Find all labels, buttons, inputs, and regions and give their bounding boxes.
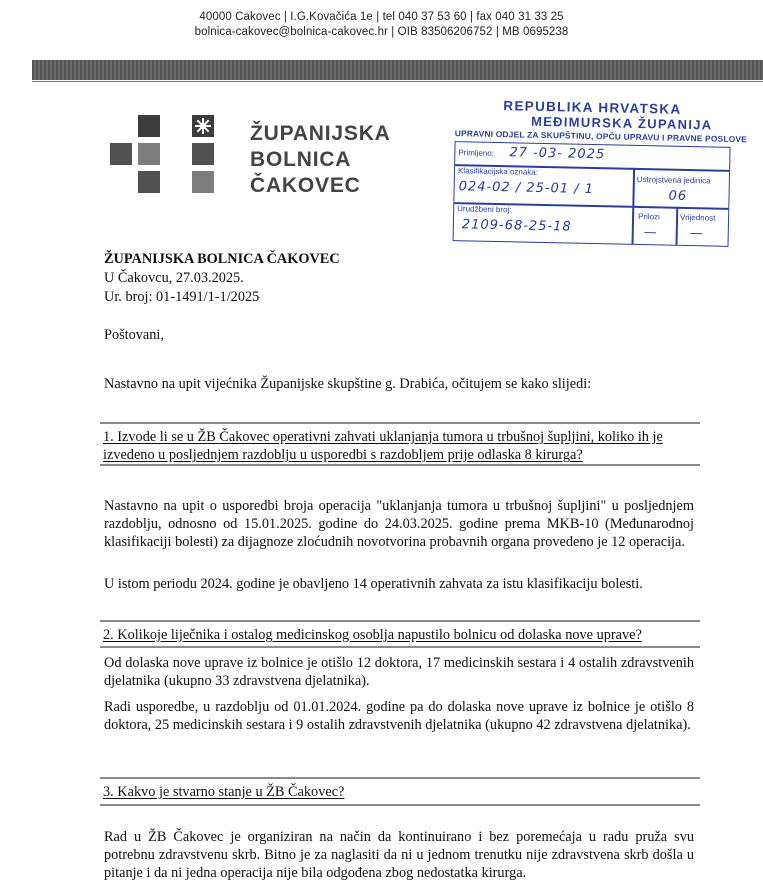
contact-address-line: 40000 Cakovec | I.G.Kovačića 1e | tel 040 37 53 60 | fax 040 31 33 25: [199, 11, 564, 23]
stamp-country: REPUBLIKA HRVATSKA: [503, 98, 682, 117]
stamp-county: MEĐIMURSKA ŽUPANIJA: [530, 113, 713, 133]
contact-email-line: bolnica-cakovec@bolnica-cakovec.hr | OIB 83506206752 | MB 0695238: [194, 26, 569, 38]
logo-line-2: BOLNICA: [250, 148, 352, 171]
stamp-attach-value: —: [643, 225, 658, 241]
question-2: 2. Kolikoje liječnika i ostalog medicinskog osoblja napustilo bolnicu od dolaska nove uprave?: [103, 627, 642, 643]
answer-3-paragraph-1: Rad u ŽB Čakovec je organiziran na način da kontinuirano i bez poremećaja u radu pruža svu potrebnu zdravstvenu skrb. Bitno je za naglasiti da ni u jednom trenutku nije zdravstvena skrb došla u pitanje i da ni jedna operacija nije bila odgođena zbog nedostatka kirurga.: [104, 829, 694, 881]
stamp-reg-label: Urudžbeni broj:: [457, 204, 512, 215]
stamp-received-label: Primljeno:: [458, 148, 495, 158]
stamp-value-label: Vrijednost: [679, 212, 716, 223]
question-2-rule-bottom: [100, 646, 700, 648]
answer-2-paragraph-1: Od dolaska nove uprave iz bolnice je otišlo 12 doktora, 17 medicinskih sestara i 4 ostalih zdravstvenih djelatnika (ukupno 33 zdravstvena djelatnika).: [104, 655, 694, 689]
stamp-table: [453, 141, 731, 247]
question-3: 3. Kakvo je stvarno stanje u ŽB Čakovec?: [103, 784, 345, 800]
logo-line-3: ČAKOVEC: [250, 174, 361, 197]
letterhead-contact: [0, 10, 763, 40]
sender-organization: ŽUPANIJSKA BOLNICA ČAKOVEC: [104, 251, 340, 267]
stamp-reg-value: 2109-68-25-18: [461, 217, 572, 235]
stamp-class-value: 024-02 / 25-01 / 1: [458, 179, 595, 198]
hospital-logo-icon: [110, 115, 240, 195]
answer-2-paragraph-2: Radi usporedbe, u razdoblju od 01.01.2024. godine pa do dolaska nove uprave iz bolnice je otišlo 8 doktora, 25 medicinskih sestara i 9 ostalih zdravstvenih djelatnika (ukupno 42 zdravstvena djelatnika).: [104, 699, 694, 733]
answer-1-paragraph-2: U istom periodu 2024. godine je obavljeno 14 operativnih zahvata za istu klasifikaciju bolesti.: [104, 576, 643, 592]
question-3-rule: [100, 777, 700, 779]
logo-line-1: ŽUPANIJSKA: [250, 122, 391, 145]
stamp-received-value: 27 -03- 2025: [509, 145, 606, 163]
stamp-class-label: Klasifikacijska oznaka:: [457, 166, 539, 177]
question-3-rule-bottom: [100, 804, 700, 806]
question-1-rule-bottom: [100, 464, 700, 466]
question-1-rule: [100, 422, 700, 424]
stamp-attach-label: Prilozi: [637, 211, 660, 222]
reception-stamp: [451, 97, 748, 248]
question-2-rule: [100, 620, 700, 622]
reference-number: Ur. broj: 01-1491/1-1/2025: [104, 289, 260, 305]
logo-wordmark: [250, 121, 391, 199]
letterhead-bar: [32, 60, 763, 80]
question-1: 1. Izvode li se u ŽB Čakovec operativni zahvati uklanjanja tumora u trbušnoj šupljini, koliko ih je izvedeno u posljednjem razdoblju u usporedbi s razdobljem prije odlaska 8 kirurga?: [103, 429, 663, 463]
stamp-department: UPRAVNI ODJEL ZA SKUPŠTINU, OPĆU UPRAVU I PRAVNE POSLOVE: [454, 128, 748, 145]
greeting: Poštovani,: [104, 327, 164, 343]
stamp-value-value: —: [689, 226, 704, 242]
stamp-unit-value: 06: [668, 188, 688, 204]
answer-1-paragraph-1: Nastavno na upit o usporedbi broja operacija "uklanjanja tumora u trbušnoj šupljini" u posljednjem razdoblju, odnosno od 15.01.2025. godine do 24.03.2025. godine prema MKB-10 (Međunarodnoj klasifikaciji bolesti) za dijagnoze zloćudnih novotvorina probavnih organa provedeno je 12 operacija.: [104, 498, 694, 550]
intro-paragraph: Nastavno na upit vijećnika Županijske skupštine g. Drabića, očitujem se kako slijedi:: [104, 376, 592, 392]
place-and-date: U Čakovcu, 27.03.2025.: [104, 270, 244, 286]
stamp-unit-label: Ustrojstvena jedinica: [636, 174, 711, 186]
